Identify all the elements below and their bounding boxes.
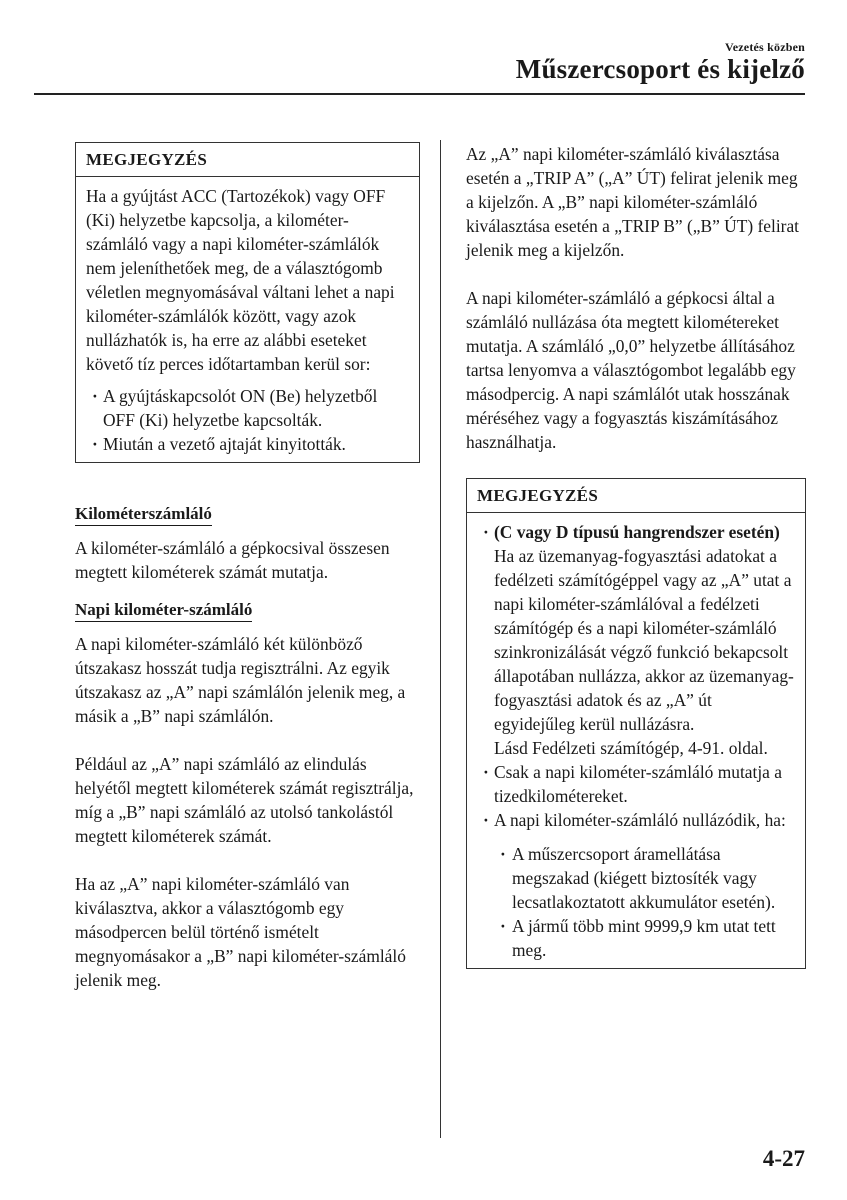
note-title: MEGJEGYZÉS	[467, 479, 805, 513]
trip-paragraph: A napi kilométer-számláló két különböző útszakasz hosszát tudja regisztrálni. Az egyik útszakasz az „A” napi számlálón jelenik meg, a másik a „B” napi számlálón.	[75, 634, 406, 726]
note-bullet-heading: (C vagy D típusú hangrendszer esetén)	[494, 522, 780, 542]
note-box	[466, 478, 806, 969]
note-text: Ha a gyújtást ACC (Tartozékok) vagy OFF (Ki) helyzetbe kapcsolja, a kilométer-számláló vagy a napi kilométer-számlálók nem jeleníthetőek meg, de a választógomb véletlen megnyomásával váltani lehet a napi kilométer-számlálók között, vagy azok nullázhatók is, ha erre az alábbi eseteket követő tíz perces időtartamban kerül sor:	[86, 186, 395, 374]
left-column	[75, 142, 420, 992]
note-body	[467, 513, 805, 968]
column-divider	[440, 140, 441, 1138]
page-title: Műszercsoport és kijelző	[515, 54, 805, 84]
note-bullet-list	[477, 520, 795, 962]
note-bullet	[477, 808, 795, 962]
sub-bullet: · A jármű több mint 9999,9 km utat tett meg.	[494, 914, 795, 962]
note-bullet-text: Ha az üzemanyag-fogyasztási adatokat a fedélzeti számítógéppel vagy az „A” utat a napi kilométer-számlálóval a fedélzeti számítógép és a napi kilométer-számláló szinkronizálását végző funkció bekapcsolt állapotában nullázza, akkor az üzemanyag-fogyasztási adatok és az „A” út egyidejűleg kerül nullázásra.	[494, 546, 794, 734]
trip-reset-paragraph: A napi kilométer-számláló a gépkocsi által a számláló nullázása óta megtett kilométereket mutatja. A számláló „0,0” helyzetbe állításához tartsa lenyomva a választógombot legalább egy másodpercig. A napi számlálót utak hosszának méréséhez vagy a fogyasztás kiszámításához használhatja.	[466, 288, 796, 452]
note-box	[75, 142, 420, 463]
sub-bullet-list	[494, 842, 795, 962]
trip-paragraph: Például az „A” napi számláló az elindulás helyétől megtett kilométerek számát regisztrálja, míg a „B” napi számláló az utolsó tankolástól megtett kilométerek számát.	[75, 754, 414, 846]
odometer-heading: Kilométerszámláló	[75, 504, 212, 526]
page-reference: Lásd Fedélzeti számítógép, 4-91. oldal.	[494, 738, 768, 758]
note-bullet-text: A napi kilométer-számláló nullázódik, ha:	[494, 810, 786, 830]
trip-paragraph: Ha az „A” napi kilométer-számláló van kiválasztva, akkor a választógomb egy másodpercen belül történő ismételt megnyomásakor a „B” napi kilométer-számláló jelenik meg.	[75, 874, 406, 990]
trip-display-paragraph: Az „A” napi kilométer-számláló kiválasztása esetén a „TRIP A” („A” ÚT) felirat jelenik meg a kijelzőn. A „B” napi kilométer-számláló kiválasztása esetén a „TRIP B” („B” ÚT) felirat jelenik meg a kijelzőn.	[466, 144, 800, 260]
section-label: Vezetés közben	[724, 40, 805, 54]
note-bullet: · A gyújtáskapcsolót ON (Be) helyzetből OFF (Ki) helyzetbe kapcsolták.	[86, 384, 409, 432]
note-title: MEGJEGYZÉS	[76, 143, 419, 177]
note-bullet-list	[86, 384, 409, 456]
note-bullet: · Csak a napi kilométer-számláló mutatja a tizedkilométereket.	[477, 760, 795, 808]
header-rule	[34, 93, 805, 95]
sub-bullet: · A műszercsoport áramellátása megszakad (kiégett biztosíték vagy lecsatlakoztatott akkumulátor esetén).	[494, 842, 795, 914]
right-column	[466, 142, 806, 969]
trip-meter-heading: Napi kilométer-számláló	[75, 600, 252, 622]
note-bullet: · Miután a vezető ajtaját kinyitották.	[86, 432, 409, 456]
note-body	[76, 177, 419, 462]
odometer-text: A kilométer-számláló a gépkocsival összesen megtett kilométerek számát mutatja.	[75, 538, 390, 582]
page-number: 4-27	[762, 1146, 805, 1171]
note-bullet	[477, 520, 795, 760]
